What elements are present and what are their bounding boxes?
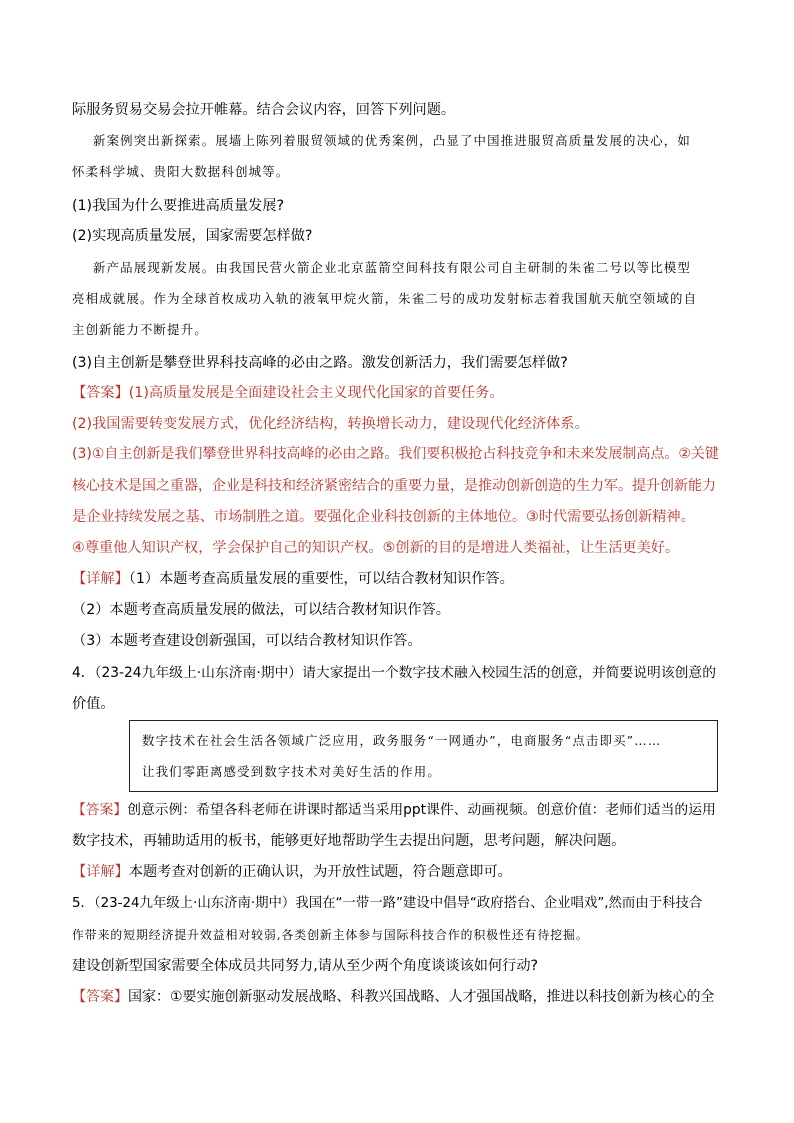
answer-tag: 【答案】 [72,385,129,401]
material-text: 怀柔科学城、贵阳大数据科创城等。 [72,164,290,179]
answer-line: 【答案】(1)高质量发展是全面建设社会主义现代化国家的首要任务。 [72,385,504,401]
material-text: 新产品展现新发展。由我国民营火箭企业北京蓝箭空间科技有限公司自主研制的朱雀二号以等比模型 [93,260,691,275]
material-box-text: 让我们零距离感受到数字技术对美好生活的作用。 [142,764,441,779]
answer-line: (2)我国需要转变发展方式，优化经济结构，转换增长动力，建设现代化经济体系。 [72,416,589,432]
material-text: 主创新能力不断提升。 [72,322,208,337]
question-5: 5．（23-24九年级上·山东济南·期中）我国在“一带一路”建设中倡导“政府搭台、企业唱戏”,然而由于科技合 [72,896,703,911]
answer-tag: 【答案】 [72,802,128,818]
answer-line: ④尊重他人知识产权，学会保护自己的知识产权。⑤创新的目的是增进人类福祉，让生活更美好。 [72,540,680,556]
material-text: 亮相成就展。作为全球首枚成功入轨的液氧甲烷火箭，朱雀二号的成功发射标志着我国航天航空领域的自 [72,291,698,306]
question-1: (1)我国为什么要推进高质量发展? [72,198,285,214]
material-box [129,720,718,792]
text-line: 际服务贸易交易会拉开帷幕。结合会议内容，回答下列问题。 [72,102,456,118]
question-3: (3)自主创新是攀登世界科技高峰的必由之路。激发创新活力，我们需要怎样做? [72,355,568,371]
answer-line: 【答案】创意示例：希望各科老师在讲课时都适当采用ppt课件、动画视频。创意价值：老师们适当的运用 [72,802,716,818]
answer-line: 【答案】国家：①要实施创新驱动发展战略、科教兴国战略、人才强国战略，推进以科技创新为核心的全 [72,989,715,1005]
answer-line: 数字技术，再辅助适用的板书，能够更好地帮助学生去提出问题，思考问题，解决问题。 [72,833,626,849]
material-box-text: 数字技术在社会生活各领域广泛应用，政务服务“一网通办”，电商服务“点击即买”…… [142,733,662,748]
material-text: 新案例突出新探索。展墙上陈列着服贸领域的优秀案例，凸显了中国推进服贸高质量发展的决心，如 [93,133,691,148]
explanation-line: （3）本题考查建设创新强国，可以结合教材知识作答。 [72,633,422,649]
question-5-material: 作带来的短期经济提升效益相对较弱,各类创新主体参与国际科技合作的积极性还有待挖掘。 [72,928,589,942]
question-4: 4．（23-24九年级上·山东济南·期中）请大家提出一个数字技术融入校园生活的创意，并简要说明该创意的 [72,665,717,681]
answer-line: (3)①自主创新是我们攀登世界科技高峰的必由之路。我们要积极抢占科技竞争和未来发展制高点。②关键 [72,446,719,462]
question-5-prompt: 建设创新型国家需要全体成员共同努力,请从至少两个角度谈谈该如何行动? [72,958,539,974]
explanation-line: （2）本题考查高质量发展的做法，可以结合教材知识作答。 [72,602,450,618]
answer-tag: 【答案】 [72,989,128,1005]
explanation-line: 【详解】（1）本题考查高质量发展的重要性，可以结合教材知识作答。 [72,571,514,587]
explanation-tag: 【详解】 [72,571,129,587]
question-2: (2)实现高质量发展，国家需要怎样做? [72,228,313,244]
explanation-line: 【详解】本题考查对创新的正确认识，为开放性试题，符合题意即可。 [72,864,512,880]
answer-line: 是企业持续发展之基、市场制胜之道。要强化企业科技创新的主体地位。③时代需要弘扬创新精神。 [72,509,695,525]
answer-line: 核心技术是国之重器，企业是科技和经济紧密结合的重要力量，是推动创新创造的生力军。提升创新能力 [72,478,716,494]
explanation-tag: 【详解】 [72,864,129,880]
question-4-cont: 价值。 [72,696,115,712]
